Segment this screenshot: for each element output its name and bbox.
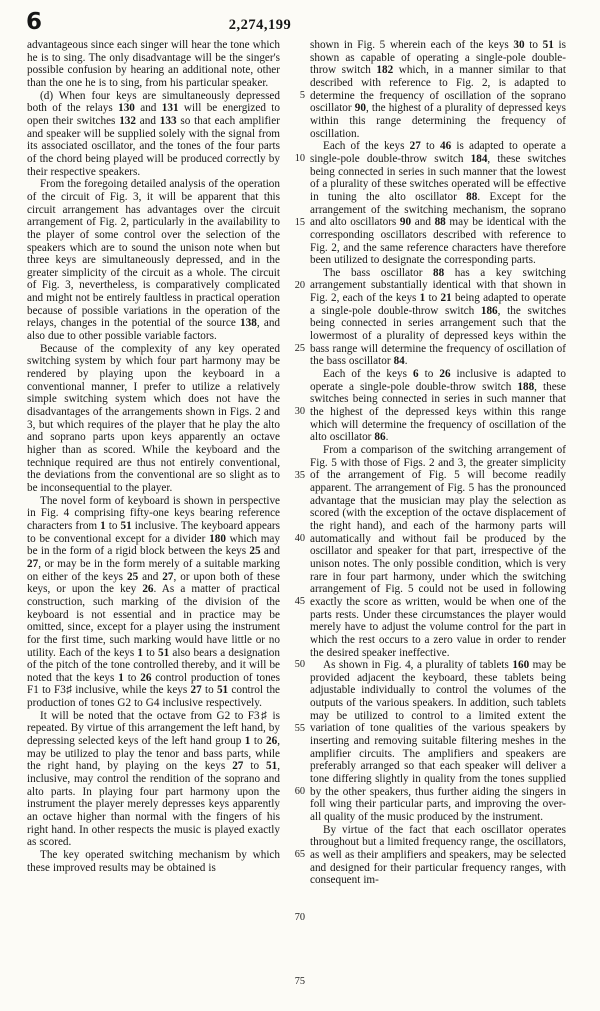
reference-numeral: 90 xyxy=(399,216,412,229)
reference-numeral: 26 xyxy=(140,671,152,684)
reference-numeral: 26 xyxy=(439,368,451,381)
reference-numeral: 130 xyxy=(118,102,135,115)
reference-numeral: 188 xyxy=(517,380,535,393)
gutter-line-number: 5 xyxy=(299,90,305,102)
paragraph: From the foregoing detailed analysis of the operation of the circuit of Fig. 3, it will be apparent that this circuit arrangement has advantages over the circuit arrangement of Fig. 2, particularly in the availability to the player of some control over the selection of the speakers which are to sound the unison note when but three keys are simultaneously depressed, and in the greater simplicity of the circuit as a whole. The circuit of Fig. 3, nevertheless, is comparatively complicated and might not be entirely faultless in practical operation because of possible variations in the operation of the relays, changes in the potential of the source 138, and also due to other possible variable factors. xyxy=(27,178,281,343)
reference-numeral: 133 xyxy=(159,114,177,127)
reference-numeral: 1 xyxy=(244,735,251,748)
reference-numeral: 6 xyxy=(412,368,419,381)
reference-numeral: 88 xyxy=(434,216,446,229)
paragraph: (d) When four keys are simultaneously depressed both of the relays 130 and 131 will be energized to open their switches 132 and 133 so that each amplifier and speaker will be supplied solely with the signal from its associated oscillator, and the tones of the four parts of the chord being played will be produced correctly by their respective speakers. xyxy=(27,89,280,178)
gutter-line-number: 60 xyxy=(294,785,305,797)
reference-numeral: 1 xyxy=(118,671,124,684)
reference-numeral: 90 xyxy=(354,102,366,115)
reference-numeral: 131 xyxy=(161,102,179,115)
reference-numeral: 160 xyxy=(512,659,530,672)
reference-numeral: 51 xyxy=(542,39,554,51)
reference-numeral: 46 xyxy=(439,140,452,153)
gutter-line-number: 45 xyxy=(294,596,305,608)
paragraph: Each of the keys 27 to 46 is adapted to operate a single-pole double-throw switch 184, these switches being connected in series in such manner that the lowest of a plurality of these switches operated will be effective in tuning the alto oscillator 88. Except for the arrangement of the switching mechanism, the soprano and alto oscillators 90 and 88 may be identical with the corresponding oscillators described with reference to Fig. 2, and the same reference characters have therefore been utilized to designate the corresponding parts. xyxy=(310,140,567,267)
paragraph: As shown in Fig. 4, a plurality of tablets 160 may be provided adjacent the keyboard, these tablets being adjustable individually to control the volumes of the outputs of the various speakers. In addition, such tablets may be utilized to control to a limited extent the variation of tone qualities of the various speakers by inserting and removing suitable filtering meshes in the amplifier circuits. The amplifiers and speakers are preferably arranged so that each speaker will deliver a tone differing slightly in quality from the tones supplied by the other speakers, thus further aiding the singers in foll wing their particular parts, and improving the over-all quality of the music produced by the instrument. xyxy=(310,659,566,824)
paragraph: It will be noted that the octave from G2 to F3♯ is repeated. By virtue of this arrangement the left hand, by depressing selected keys of the left hand group 1 to 26, may be utilized to play the tenor and bass parts, while the right hand, by playing on the keys 27 to 51, inclusive, may control the rendition of the soprano and alto parts. In playing four part harmony upon the instrument the player merely depresses keys apparently an octave higher than normal with the fingers of his right hand. In other respects the music is played exactly as scored. xyxy=(27,709,280,849)
reference-numeral: 138 xyxy=(240,317,257,330)
gutter-line-number: 30 xyxy=(294,406,305,418)
gutter-line-number: 15 xyxy=(294,216,305,228)
reference-numeral: 27 xyxy=(190,684,202,697)
gutter-line-number: 10 xyxy=(294,153,305,165)
paragraph: From a comparison of the switching arrangement of Fig. 5 with those of Figs. 2 and 3, the greater simplicity of the arrangement of Fig. 5 will become readily apparent. The arrangement of Fig. 5 has the pronounced advantage that the musician may play the selection as scored (with the exception of the octave displacement of the right hand), and each of the harmony parts will automatically and without fail be produced by the oscillator and speaker for that part, irrespective of the unison notes. The only possible condition, which is very rare in four part harmony, under which the switching arrangement of Fig. 5 could not be used in following exactly the score as written, would be when one of the parts rests. Under these circumstances the player would merely have to adjust the volume control for the part in which the rest occurs to a zero value in order to render the desired speaker ineffective. xyxy=(310,444,566,659)
paragraph: Each of the keys 6 to 26 inclusive is adapted to operate a single-pole double-throw switch 188, these switches being connected in series in such manner that the highest of the depressed keys within this range which will determine the frequency of oscillation of the alto oscillator 86. xyxy=(310,368,566,444)
gutter-line-number: 35 xyxy=(294,469,305,481)
page-number: 6 xyxy=(26,9,43,35)
left-text-column xyxy=(27,39,280,874)
gutter-line-number: 65 xyxy=(294,849,305,861)
reference-numeral: 186 xyxy=(480,304,498,317)
patent-number: 2,274,199 xyxy=(228,17,292,33)
reference-numeral: 88 xyxy=(433,266,445,279)
reference-numeral: 27 xyxy=(162,570,174,583)
reference-numeral: 26 xyxy=(266,735,278,748)
reference-numeral: 1 xyxy=(137,646,144,659)
reference-numeral: 182 xyxy=(376,64,394,77)
reference-numeral: 86 xyxy=(374,431,386,444)
reference-numeral: 88 xyxy=(466,190,478,203)
gutter-line-number: 55 xyxy=(294,722,305,734)
reference-numeral: 132 xyxy=(119,114,136,127)
reference-numeral: 27 xyxy=(27,557,39,570)
reference-numeral: 1 xyxy=(100,519,106,532)
paragraph: By virtue of the fact that each oscillator operates throughout but a limited frequency range, the oscillators, as well as their amplifiers and speakers, may be selected and designed for their particular frequency ranges, with consequent im- xyxy=(310,823,566,887)
gutter-line-number: 70 xyxy=(294,912,305,924)
paragraph: Because of the complexity of any key operated switching system by which four part harmony may be rendered by playing upon the keyboard in a conventional manner, I prefer to utilize a relatively simple switching system which does not have the disadvantages of the arrangements shown in Figs. 2 and 3, but which requires of the player that he play the alto and soprano parts upon keys apparently an octave higher than as scored. While the keyboard and the technique required are thus not entirely conventional, the deviations from the conventional are so slight as to be inconsequential to the player. xyxy=(27,342,280,494)
gutter-line-number: 75 xyxy=(294,975,305,987)
reference-numeral: 25 xyxy=(249,545,261,558)
reference-numeral: 25 xyxy=(127,570,139,583)
reference-numeral: 26 xyxy=(142,583,154,596)
reference-numeral: 1 xyxy=(419,292,426,305)
gutter-line-number: 25 xyxy=(294,343,305,355)
line-number-gutter xyxy=(281,0,305,1011)
gutter-line-number: 50 xyxy=(294,659,305,671)
reference-numeral: 30 xyxy=(513,39,525,51)
paragraph: advantageous since each singer will hear the tone which he is to sing. The only disadvantage will be the singer's possible confusion by hearing an additional note, other than the one he is to sing, from his particular speaker. xyxy=(27,39,280,89)
paragraph: The bass oscillator 88 has a key switching arrangement substantially identical with that shown in Fig. 2, each of the keys 1 to 21 being adapted to operate a single-pole double-throw switch 186, the switches being connected in series arrangement such that the lowermost of a plurality of depressed keys within the bass range will determine the frequency of oscillation of the bass oscillator 84. xyxy=(310,266,566,368)
paragraph: The key operated switching mechanism by which these improved results may be obtained is xyxy=(27,849,280,874)
reference-numeral: 51 xyxy=(266,760,278,773)
paragraph: shown in Fig. 5 wherein each of the keys 30 to 51 is shown as capable of operating a single-pole double-throw switch 182 which, in a manner similar to that described with reference to Fig. 2, is adapted to determine the frequency of oscillation of the soprano oscillator 90, the highest of a plurality of depressed keys within this range determining the frequency of oscillation. xyxy=(310,39,567,140)
reference-numeral: 27 xyxy=(409,140,421,153)
paragraph: The novel form of keyboard is shown in perspective in Fig. 4 comprising fifty-one keys bearing reference characters from 1 to 51 inclusive. The keyboard appears to be conventional except for a divider 180 which may be in the form of a rigid block between the keys 25 and 27, or may be in the form merely of a suitable marking on either of the keys 25 and 27, or upon both of these keys, or upon the key 26. As a matter of practical construction, such marking of the division of the keyboard is not essential and in practice may be omitted, since, except for a player using the instrument for the first time, such marking would have little or no utility. Each of the keys 1 to 51 also bears a designation of the pitch of the tone controlled thereby, and it will be noted that the keys 1 to 26 control production of tones F1 to F3♯ inclusive, while the keys 27 to 51 control the production of tones G2 to G4 inclusive respectively. xyxy=(27,494,281,710)
reference-numeral: 184 xyxy=(470,152,488,165)
reference-numeral: 51 xyxy=(120,519,132,532)
reference-numeral: 21 xyxy=(440,292,452,305)
reference-numeral: 84 xyxy=(393,355,405,368)
right-text-column xyxy=(310,39,566,887)
reference-numeral: 51 xyxy=(216,684,229,697)
gutter-line-number: 40 xyxy=(294,532,305,544)
reference-numeral: 27 xyxy=(232,760,244,773)
reference-numeral: 180 xyxy=(209,532,226,545)
reference-numeral: 51 xyxy=(158,646,170,659)
gutter-line-number: 20 xyxy=(294,279,305,291)
